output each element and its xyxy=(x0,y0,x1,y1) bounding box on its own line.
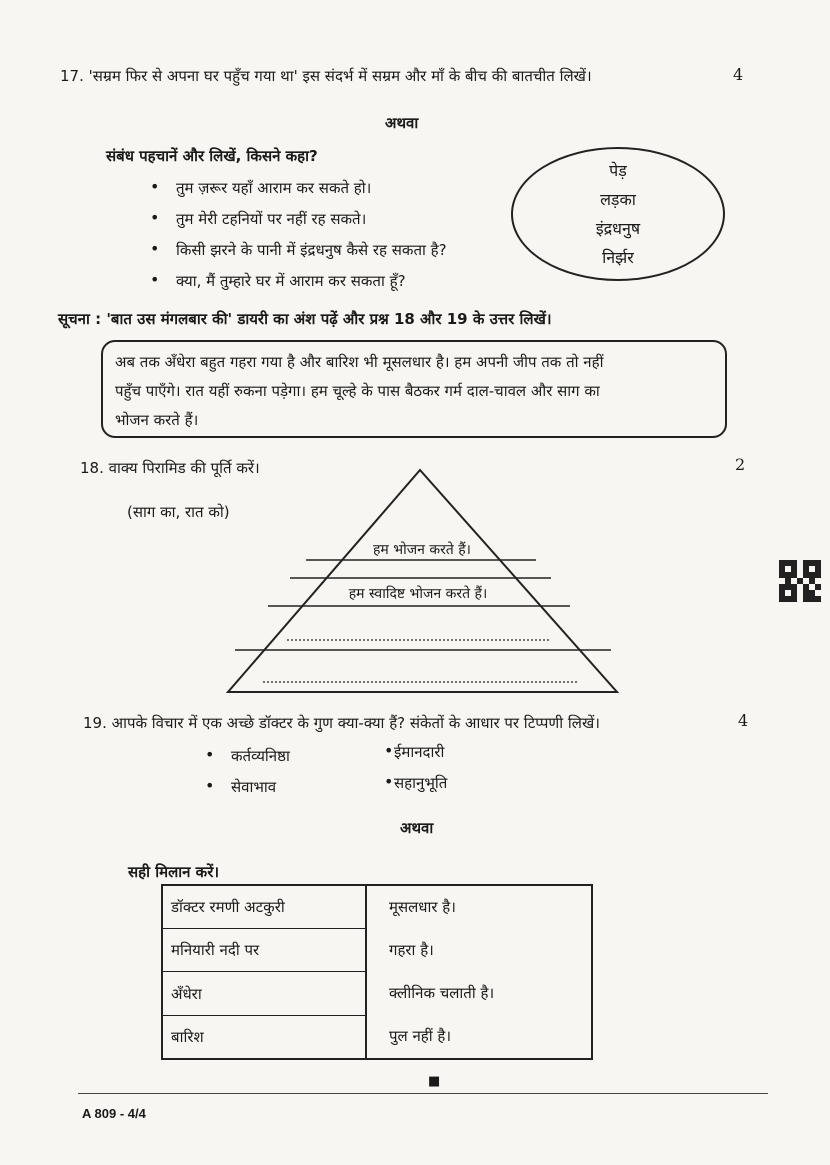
passage-line: पहुँच पाएँगे। रात यहीं रुकना पड़ेगा। हम चूल्हे के पास बैठकर गर्म दाल-चावल और साग का xyxy=(115,382,600,400)
match-left-cell: बारिश xyxy=(162,1015,366,1059)
passage-line: अब तक अँधेरा बहुत गहरा गया है और बारिश भी मूसलधार है। हम अपनी जीप तक तो नहीं xyxy=(115,353,604,371)
q19-hint: • सहानुभूति xyxy=(384,773,447,804)
q17-text: 'सम्रम फिर से अपना घर पहुँच गया था' इस संदर्भ में सम्रम और माँ के बीच की बातचीत लिखें। xyxy=(88,67,592,85)
match-left-cell: मनियारी नदी पर xyxy=(162,929,366,972)
passage-line: भोजन करते हैं। xyxy=(115,411,199,429)
match-table xyxy=(161,884,593,1060)
pyramid-row-text: हम स्वादिष्ट भोजन करते हैं। xyxy=(348,586,488,602)
match-left-cell: अँधेरा xyxy=(162,972,366,1015)
q17-bullet: • तुम ज़रूर यहाँ आराम कर सकते हो। xyxy=(150,178,447,209)
q18-hint: (साग का, रात को) xyxy=(127,503,230,521)
notice-text: सूचना : 'बात उस मंगलबार की' डायरी का अंश पढ़ें और प्रश्न 18 और 19 के उत्तर लिखें। xyxy=(58,310,552,328)
page-code: A 809 - 4/4 xyxy=(82,1106,146,1121)
match-right-column xyxy=(366,885,592,1059)
match-right-item: गहरा है। xyxy=(389,941,434,959)
passage-box xyxy=(101,340,727,438)
q18-text: वाक्य पिरामिड की पूर्ति करें। xyxy=(108,459,260,477)
q17-bullet-list xyxy=(150,178,447,302)
q17-bullet: • क्या, मैं तुम्हारे घर में आराम कर सकता हूँ? xyxy=(150,271,447,302)
pyramid-outline xyxy=(228,470,617,692)
q17-marks: 4 xyxy=(733,65,744,84)
q17-line xyxy=(60,66,592,86)
match-left-cell: डॉक्टर रमणी अटकुरी xyxy=(162,885,366,929)
q17-bullet: • तुम मेरी टहनियों पर नहीं रह सकते। xyxy=(150,209,447,240)
q19-number: 19. xyxy=(83,714,107,732)
q19-hint: • कर्तव्यनिष्ठा xyxy=(205,746,290,777)
q19-or-label: अथवा xyxy=(400,819,434,837)
qr-code-icon xyxy=(779,560,821,602)
match-heading: सही मिलान करें। xyxy=(128,863,220,881)
q19-marks: 4 xyxy=(738,711,749,730)
match-right-item: क्लीनिक चलाती है। xyxy=(389,984,495,1002)
q18-number: 18. xyxy=(80,459,104,477)
word-pyramid xyxy=(225,468,625,696)
oval-word: निर्झर xyxy=(602,248,634,267)
footer-divider xyxy=(78,1093,768,1094)
q19-hint: • ईमानदारी xyxy=(384,742,447,773)
q19-hints-left xyxy=(205,746,290,808)
table-row xyxy=(162,885,592,929)
q19-hints-right xyxy=(384,742,447,804)
q19-line xyxy=(83,713,600,733)
oval-word: इंद्रधनुष xyxy=(595,219,641,238)
q17-sub-heading: संबंध पहचानें और लिखें, किसने कहा? xyxy=(106,147,318,165)
pyramid-row-text: हम भोजन करते हैं। xyxy=(373,542,471,558)
word-oval xyxy=(511,147,725,281)
q17-bullet: • किसी झरने के पानी में इंद्रधनुष कैसे रह सकता है? xyxy=(150,240,447,271)
q17-number: 17. xyxy=(60,67,84,85)
oval-word: पेड़ xyxy=(609,161,627,180)
match-right-item: पुल नहीं है। xyxy=(389,1027,452,1045)
oval-word: लड़का xyxy=(600,190,636,209)
q19-hint: • सेवाभाव xyxy=(205,777,290,808)
end-mark: ■ xyxy=(428,1074,441,1089)
q19-text: आपके विचार में एक अच्छे डॉक्टर के गुण क्या-क्या हैं? संकेतों के आधार पर टिप्पणी लिखें। xyxy=(111,714,600,732)
q17-or-label: अथवा xyxy=(385,114,419,132)
match-right-item: मूसलधार है। xyxy=(389,898,456,916)
q18-marks: 2 xyxy=(735,455,746,474)
